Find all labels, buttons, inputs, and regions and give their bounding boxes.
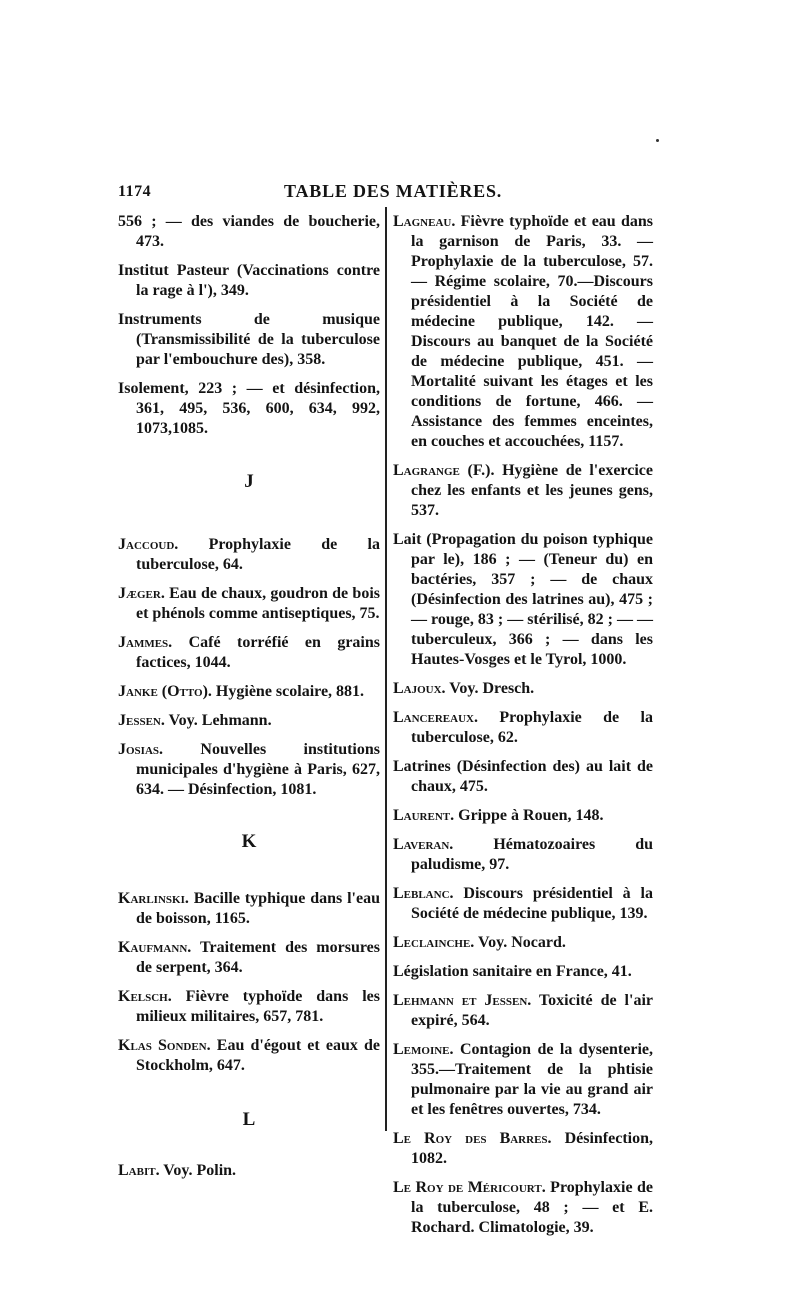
entry-author: Le Roy des Barres.: [393, 1130, 552, 1147]
entry-author: Leclainche.: [393, 934, 475, 951]
index-entry: [393, 991, 653, 1031]
index-entry: [393, 708, 653, 748]
entry-text: Discours présidentiel à la Société de médecine publique, 139.: [411, 885, 653, 922]
entry-author: Leblanc.: [393, 885, 454, 902]
index-entry: [118, 212, 380, 252]
entry-text: Prophylaxie de la tuberculose, 64.: [136, 536, 380, 573]
entry-author: Labit.: [118, 1162, 160, 1179]
entry-author: Lehmann et Jessen.: [393, 992, 532, 1009]
index-entry: [118, 261, 380, 301]
entry-text: Bacille typhique dans l'eau de boisson, 1165.: [136, 890, 380, 927]
column-divider: [385, 207, 387, 1131]
entry-text: Désinfection, 1082.: [411, 1130, 653, 1167]
index-entry: [118, 379, 380, 439]
index-entry: [393, 679, 653, 699]
entry-text: Institut Pasteur (Vaccinations contre la rage à l'), 349.: [118, 262, 380, 299]
entry-text: Lait (Propagation du poison typhique par le), 186 ; — (Teneur du) en bactéries, 357 ; — de chaux (Désinfection des latrines au), 475 ; — rouge, 83 ; — stérilisé, 82 ; — — tuberculeux, 366 ; — dans les Hautes-Vosges et le Tyrol, 1000.: [393, 531, 653, 668]
index-entry: [393, 212, 653, 452]
entry-text: Traitement des morsures de serpent, 364.: [136, 939, 380, 976]
entry-text: Prophylaxie de la tuberculose, 48 ; — et E. Rochard. Climatologie, 39.: [411, 1179, 653, 1236]
page-number: 1174: [118, 183, 152, 200]
entry-text: Eau de chaux, goudron de bois et phénols comme antiseptiques, 75.: [136, 585, 380, 622]
entry-text: Hématozoaires du paludisme, 97.: [411, 836, 653, 873]
entry-author: Le Roy de Méricourt.: [393, 1179, 546, 1196]
entry-author: Jæger.: [118, 585, 165, 602]
right-column: [393, 212, 653, 1247]
index-entry: [393, 806, 653, 826]
page-speck: [656, 139, 659, 142]
entry-text: Législation sanitaire en France, 41.: [393, 963, 632, 980]
entry-text: Contagion de la dysenterie, 355.—Traitement de la phtisie pulmonaire par la vie au grand air et les fenêtres ouvertes, 734.: [411, 1041, 653, 1118]
index-entry: [393, 757, 653, 797]
entry-text: Fièvre typhoïde dans les milieux militaires, 657, 781.: [136, 988, 380, 1025]
entry-author: Lemoine.: [393, 1041, 454, 1058]
entry-author: Laurent.: [393, 807, 455, 824]
entry-author: Janke (Otto).: [118, 683, 212, 700]
index-entry: [118, 310, 380, 370]
index-entry: [393, 1178, 653, 1238]
index-entry: [118, 535, 380, 575]
section-letter-l: L: [242, 1109, 256, 1130]
index-entry: [393, 1040, 653, 1120]
index-entry: [393, 530, 653, 670]
entry-text: Voy. Nocard.: [474, 934, 566, 951]
entry-author: Lagneau.: [393, 213, 456, 230]
index-entry: [118, 633, 380, 673]
entry-text: Voy. Polin.: [159, 1162, 237, 1179]
entry-author: Laveran.: [393, 836, 454, 853]
index-entry: [118, 584, 380, 624]
entry-author: Kelsch.: [118, 988, 172, 1005]
entry-text: 556 ; — des viandes de boucherie, 473.: [118, 213, 380, 250]
running-title: TABLE DES MATIÈRES.: [284, 181, 503, 201]
entry-text: Voy. Lehmann.: [164, 712, 272, 729]
entry-text: Instruments de musique (Transmissibilité de la tuberculose par l'embouchure des), 358.: [118, 311, 380, 368]
entry-text: Isolement, 223 ; — et désinfection, 361, 495, 536, 600, 634, 992, 1073,1085.: [118, 380, 380, 437]
entry-author: Klas Sonden.: [118, 1037, 211, 1054]
entry-text: Nouvelles institutions municipales d'hygiène à Paris, 627, 634. — Désinfection, 1081.: [136, 741, 380, 798]
index-entry: [118, 682, 380, 702]
entry-author: Jessen.: [118, 712, 165, 729]
entry-author: Lancereaux.: [393, 709, 478, 726]
index-entry: [393, 1129, 653, 1169]
entry-text: Latrines (Désinfection des) au lait de chaux, 475.: [393, 758, 653, 795]
index-entry: [118, 711, 380, 731]
left-column: [118, 212, 380, 1190]
section-letter-k: K: [241, 831, 257, 852]
index-entry: [118, 1036, 380, 1076]
entry-author: Kaufmann.: [118, 939, 192, 956]
index-entry: [393, 461, 653, 521]
index-entry: [118, 740, 380, 800]
entry-text: Hygiène de l'exercice chez les enfants et les jeunes gens, 537.: [411, 462, 653, 519]
entry-text: Fièvre typhoïde et eau dans la garnison de Paris, 33. — Prophylaxie de la tuberculose, 57. — Régime scolaire, 70.—Discours présidentiel à la Société de médecine publique, 142. — Discours au banquet de la Société de médecine publique, 451. — Mortalité suivant les étages et les conditions de fortune, 466. — Assistance des femmes enceintes, en couches et accouchées, 1157.: [411, 213, 653, 450]
entry-text: Grippe à Rouen, 148.: [454, 807, 604, 824]
entry-author: Jaccoud.: [118, 536, 179, 553]
index-entry: [118, 938, 380, 978]
index-entry: [393, 884, 653, 924]
index-entry: [118, 987, 380, 1027]
entry-text: Hygiène scolaire, 881.: [211, 683, 365, 700]
entry-author: Josias.: [118, 741, 164, 758]
index-entry: [118, 1161, 380, 1181]
entry-author: Karlinski.: [118, 890, 189, 907]
index-entry: [393, 962, 653, 982]
entry-text: Voy. Dresch.: [445, 680, 535, 697]
entry-author: Lagrange (F.).: [393, 462, 495, 479]
index-entry: [118, 889, 380, 929]
entry-author: Jammes.: [118, 634, 173, 651]
entry-text: Eau d'égout et eaux de Stockholm, 647.: [136, 1037, 381, 1074]
entry-text: Prophylaxie de la tuberculose, 62.: [411, 709, 653, 746]
index-entry: [393, 933, 653, 953]
entry-author: Lajoux.: [393, 680, 446, 697]
entry-text: Toxicité de l'air expiré, 564.: [411, 992, 653, 1029]
index-entry: [393, 835, 653, 875]
section-letter-j: J: [244, 471, 254, 492]
entry-text: Café torréfié en grains factices, 1044.: [136, 634, 380, 671]
